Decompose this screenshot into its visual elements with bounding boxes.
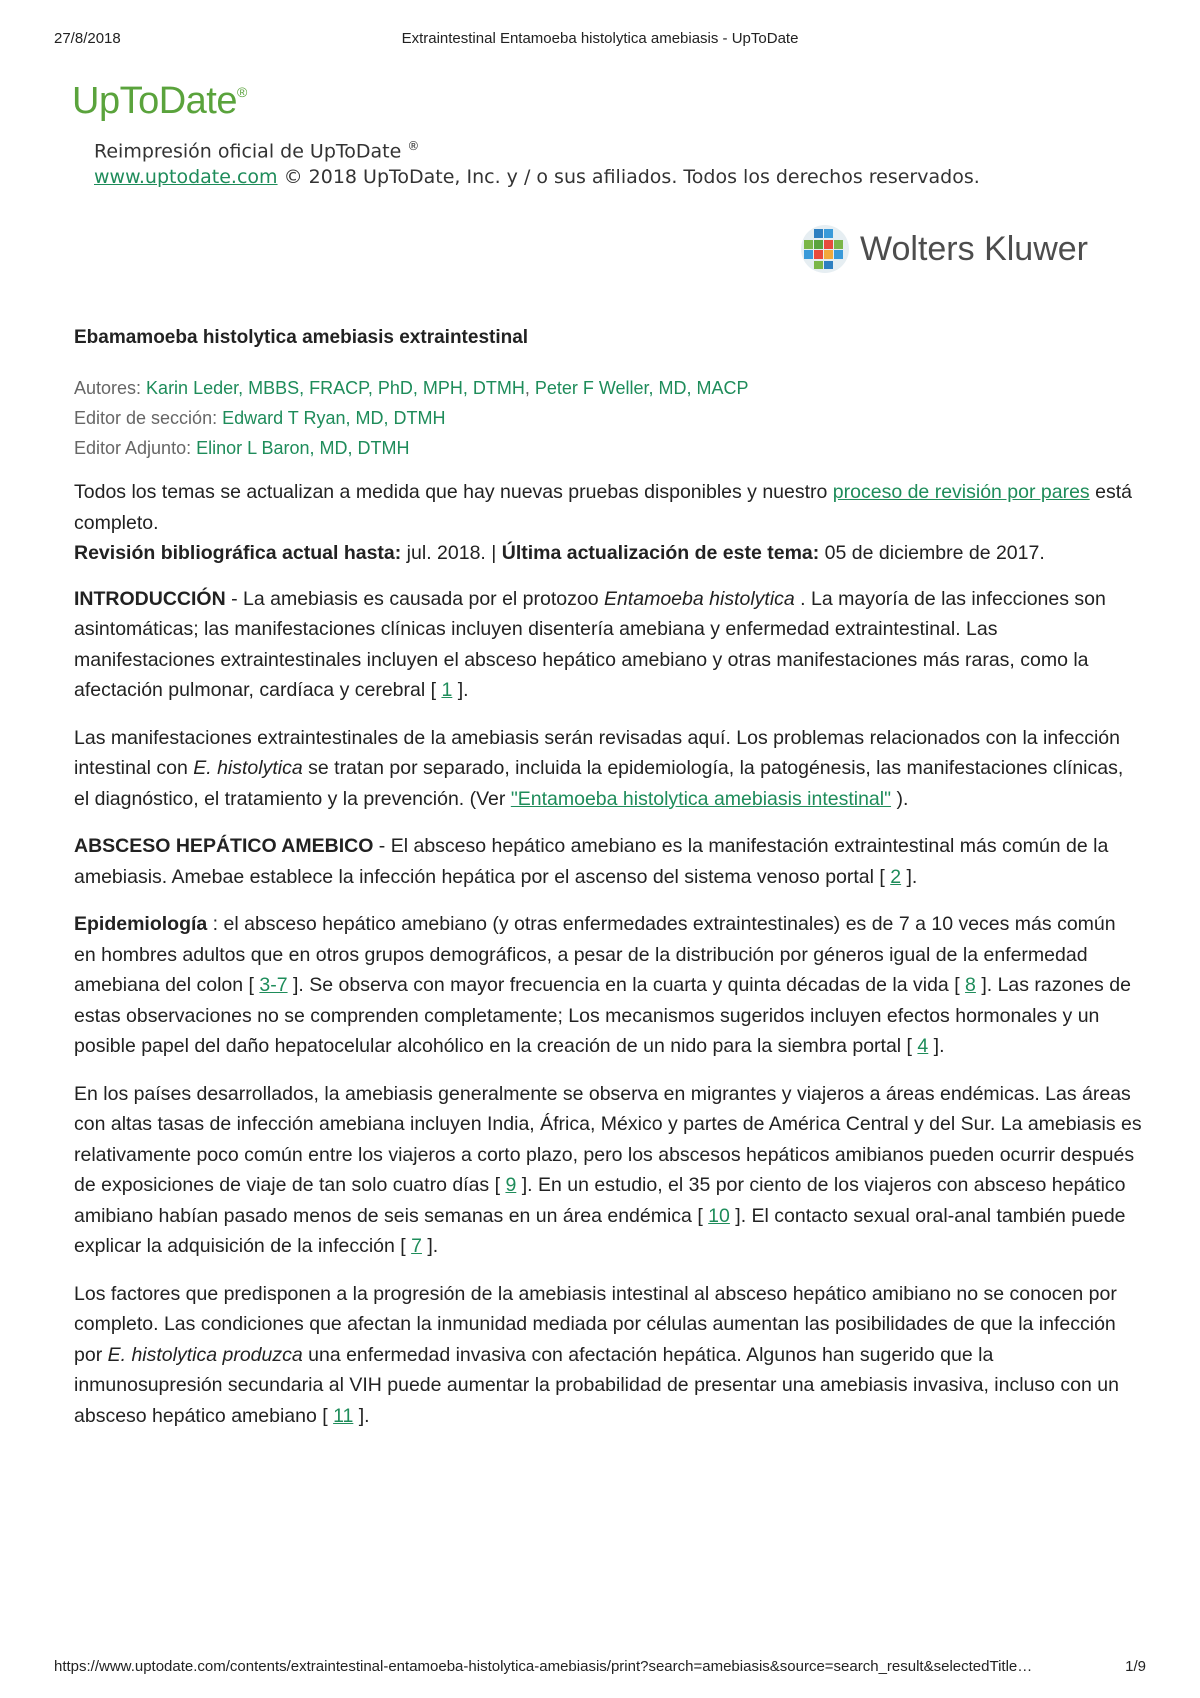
page-number: 1/9 — [1125, 1658, 1146, 1675]
last-update-value: 05 de diciembre de 2017. — [819, 542, 1045, 564]
factors-organism: E. histolytica produzca — [107, 1343, 303, 1366]
authors-line — [74, 373, 1142, 403]
epidemiology-text: ]. Se observa con mayor frecuencia en la cuarta y quinta décadas de la vida [ — [287, 974, 966, 996]
section-editor-label: Editor de sección: — [74, 408, 223, 428]
scope-text: ). — [891, 787, 909, 810]
section-predisposing-factors — [74, 1279, 1142, 1432]
intro-text: . La mayoría de las infecciones son asintomáticas; las manifestaciones clínicas incluyen disentería amebiana y enfermedad extraintestinal. Las manifestaciones extraintestinales incluyen el absceso hepático amebiano y otras manifestaciones más raras, como la afectación pulmonar, cardíaca y cerebral [ — [74, 587, 1106, 701]
reference-link[interactable]: 10 — [708, 1204, 730, 1227]
peer-review-note — [74, 477, 1142, 538]
authors-label: Autores: — [74, 378, 147, 398]
dates-line — [74, 538, 1142, 569]
section-heading-epidemiology: Epidemiología — [74, 913, 208, 935]
developed-text: ]. En un estudio, el 35 por ciento de los viajeros con absceso hepático amibiano habían pasado menos de seis semanas en un área endémica [ — [74, 1174, 1126, 1227]
section-scope — [74, 723, 1142, 815]
print-date: 27/8/2018 — [54, 30, 121, 47]
uptodate-logo — [72, 80, 247, 123]
developed-text: En los países desarrollados, la amebiasis generalmente se observa en migrantes y viajeros a áreas endémicas. Las áreas con altas tasas de infección amebiana incluyen India, África, México y partes de América Central y del Sur. La amebiasis es relativamente poco común entre los viajeros a corto plazo, pero los abscesos hepáticos amibianos pueden ocurrir después de exposiciones de viaje de tan solo cuatro días [ — [74, 1082, 1142, 1196]
registered-mark: ® — [407, 139, 420, 153]
developed-text: ]. — [421, 1235, 439, 1257]
print-page-title: Extraintestinal Entamoeba histolytica amebiasis - UpToDate — [401, 30, 799, 47]
deputy-editor-label: Editor Adjunto: — [74, 438, 197, 458]
article-body — [74, 325, 1142, 1448]
author-link-weller[interactable]: Peter F Weller, MD, MACP — [534, 378, 749, 398]
section-editor-line — [74, 403, 1142, 433]
abscess-text: - El absceso hepático amebiano es la manifestación extraintestinal más común de la amebiasis. Amebae establece la infección hepática por el ascenso del sistema venoso portal [ — [74, 835, 1109, 888]
article-meta — [74, 373, 1142, 463]
abscess-text: ]. — [901, 865, 918, 888]
review-info — [74, 477, 1142, 569]
peer-review-link[interactable]: proceso de revisión por pares — [832, 481, 1090, 503]
epidemiology-text: : el absceso hepático amebiano (y otras enfermedades extraintestinales) es de 7 a 10 veces más común en hombres adultos que en otros grupos demográficos, a pesar de la distribución por géneros igual de la enfermedad amebiana del colon [ — [74, 913, 1116, 996]
author-link-leder[interactable]: Karin Leder, MBBS, FRACP, PhD, MPH, DTMH — [146, 378, 525, 398]
epidemiology-text: ]. — [928, 1035, 945, 1057]
section-developed-countries — [74, 1079, 1142, 1262]
print-footer — [54, 1658, 1146, 1678]
section-introduction — [74, 584, 1142, 706]
section-editor-link[interactable]: Edward T Ryan, MD, DTMH — [222, 408, 446, 428]
scope-organism: E. histolytica — [193, 757, 303, 779]
scope-text: se tratan por separado, incluida la epidemiología, la patogénesis, las manifestaciones clínicas, el diagnóstico, el tratamiento y la prevención. (Ver — [74, 757, 1124, 810]
reprint-line: Reimpresión oficial de UpToDate — [94, 140, 402, 163]
intro-text: ]. — [452, 679, 469, 701]
uptodate-site-link[interactable]: www.uptodate.com — [94, 166, 278, 189]
uptodate-logo-text: UpToDate — [72, 80, 237, 122]
literature-review-label: Revisión bibliográfica actual hasta: — [74, 542, 402, 564]
wolters-kluwer-text: Wolters Kluwer — [860, 229, 1088, 268]
factors-text: una enfermedad invasiva con afectación hepática. Algunos han sugerido que la inmunosupresión secundaria al VIH puede aumentar la probabilidad de presentar una amebiasis invasiva, incluso con un absceso hepático amebiano [ — [74, 1343, 1119, 1427]
intro-organism: Entamoeba histolytica — [603, 587, 795, 610]
review-text: Todos los temas se actualizan a medida que hay nuevas pruebas disponibles y nuestro — [74, 481, 833, 503]
print-header — [54, 30, 1146, 50]
reference-link[interactable]: 7 — [411, 1235, 422, 1257]
literature-review-value: jul. 2018. | — [401, 542, 502, 564]
print-url: https://www.uptodate.com/contents/extraintestinal-entamoeba-histolytica-amebiasis/print?search=amebiasis&source=search_result&selectedTitle… — [54, 1658, 1033, 1675]
section-heading-abscess: ABSCESO HEPÁTICO AMEBICO — [74, 835, 374, 857]
section-epidemiology — [74, 909, 1142, 1062]
author-separator: , — [524, 378, 535, 398]
epidemiology-text: ]. Las razones de estas observaciones no se comprenden completamente; Los mecanismos sugeridos incluyen efectos hormonales y un posible papel del daño hepatocelular alcohólico en la creación de un nido para la siembra portal [ — [74, 974, 1131, 1057]
developed-text: ]. El contacto sexual oral-anal también puede explicar la adquisición de la infección [ — [74, 1204, 1126, 1257]
intro-text: - La amebiasis es causada por el protozoo — [225, 587, 604, 610]
deputy-editor-line — [74, 433, 1142, 463]
deputy-editor-link[interactable]: Elinor L Baron, MD, DTMH — [196, 438, 410, 458]
reference-link[interactable]: 4 — [917, 1035, 929, 1057]
section-liver-abscess — [74, 831, 1142, 892]
intestinal-amebiasis-link[interactable]: "Entamoeba histolytica amebiasis intestinal" — [510, 787, 892, 810]
registered-mark: ® — [236, 84, 247, 100]
factors-text: Los factores que predisponen a la progresión de la amebiasis intestinal al absceso hepático amibiano no se conocen por completo. Las condiciones que afectan la inmunidad mediada por células aumentan las posibilidades de que la infección por — [74, 1282, 1117, 1366]
reference-link[interactable]: 11 — [333, 1404, 354, 1427]
reprint-notice — [94, 133, 980, 190]
reference-link[interactable]: 2 — [890, 865, 902, 888]
last-update-label: Última actualización de este tema: — [501, 542, 820, 564]
article-title: Ebamamoeba histolytica amebiasis extraintestinal — [74, 327, 529, 348]
reference-link[interactable]: 3-7 — [259, 974, 288, 996]
copyright-text: © 2018 UpToDate, Inc. y / o sus afiliados. Todos los derechos reservados. — [277, 166, 980, 189]
scope-text: Las manifestaciones extraintestinales de la amebiasis serán revisadas aquí. Los problemas relacionados con la infección intestinal con — [74, 726, 1121, 779]
reference-link[interactable]: 1 — [441, 679, 453, 701]
wolters-kluwer-logo — [800, 222, 1088, 276]
reference-link[interactable]: 8 — [965, 974, 976, 996]
factors-text: ]. — [353, 1404, 370, 1427]
reference-link[interactable]: 9 — [505, 1174, 517, 1196]
section-heading-intro: INTRODUCCIÓN — [74, 587, 226, 610]
wolters-kluwer-globe-icon — [800, 224, 850, 274]
review-tail: está completo. — [74, 481, 1132, 534]
